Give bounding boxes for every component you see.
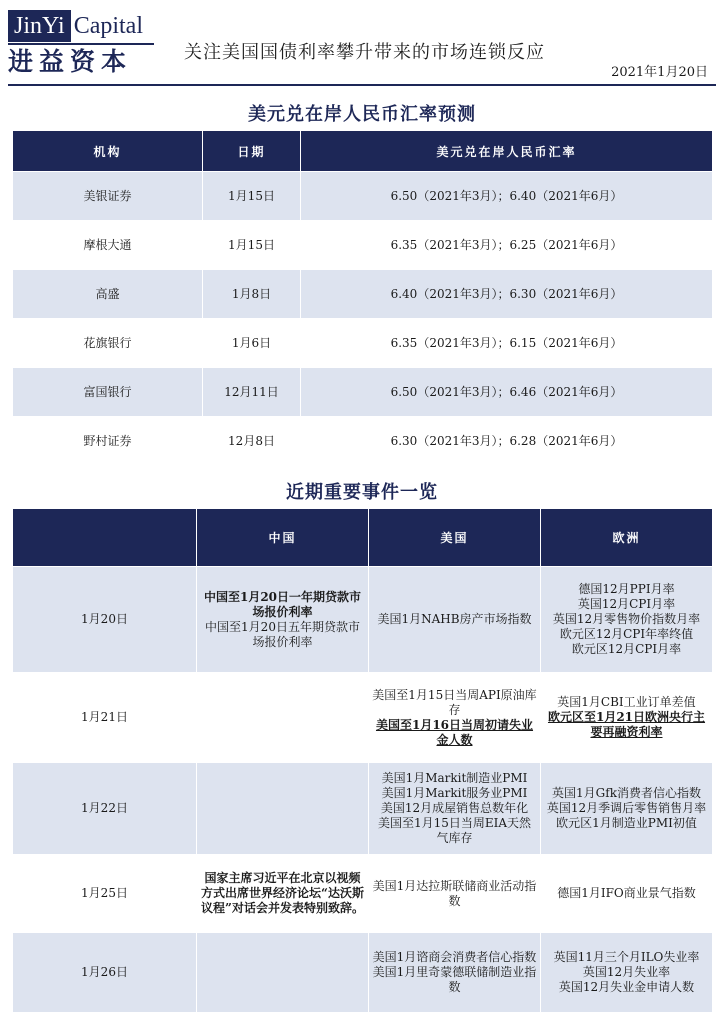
table-row (13, 270, 713, 319)
date-cell: 12月11日 (203, 368, 301, 417)
china-events-cell (197, 673, 369, 763)
event-item: 美国1月谘商会消费者信心指数 (372, 950, 537, 964)
event-item: 英国12月失业金申请人数 (558, 980, 695, 994)
europe-events-cell (541, 673, 713, 763)
rate-cell: 6.35（2021年3月）；6.25（2021年6月） (301, 221, 713, 270)
events-section-title: 近期重要事件一览 (286, 482, 438, 503)
event-date-cell: 1月22日 (13, 763, 197, 855)
us-events-cell (369, 933, 541, 1013)
event-item: 英国12月零售物价指数月率 (552, 612, 701, 626)
event-item: 英国12月季调后零售销售月率 (546, 801, 707, 815)
table-row (13, 172, 713, 221)
rate-cell: 6.35（2021年3月）；6.15（2021年6月） (301, 319, 713, 368)
org-cell: 野村证券 (13, 417, 203, 466)
events-header-row (13, 509, 713, 567)
event-item: 美国至1月16日当周初请失业金人数 (375, 717, 534, 747)
column-header-rate: 美元兑在岸人民币汇率 (301, 131, 713, 172)
table-row (13, 567, 713, 673)
event-item: 美国1月达拉斯联储商业活动指数 (372, 878, 537, 908)
table-row (13, 673, 713, 763)
table-row (13, 417, 713, 466)
table-row (13, 368, 713, 417)
event-item: 欧元区1月制造业PMI初值 (556, 816, 697, 830)
event-date-cell: 1月25日 (13, 855, 197, 933)
event-item: 欧元区至1月21日欧洲央行主要再融资利率 (547, 710, 706, 739)
rate-cell: 6.30（2021年3月）；6.28（2021年6月） (301, 417, 713, 466)
table-row (13, 763, 713, 855)
event-item: 美国1月里奇蒙德联储制造业指数 (372, 965, 537, 994)
event-item: 英国12月CPI月率 (577, 597, 676, 611)
event-item: 中国至1月20日一年期贷款市场报价利率 (203, 589, 362, 619)
event-item: 美国1月Markit制造业PMI (381, 771, 528, 785)
china-events-cell (197, 855, 369, 933)
column-header-china: 中国 (197, 509, 369, 567)
table-row (13, 221, 713, 270)
org-cell: 摩根大通 (13, 221, 203, 270)
logo-text-jinyi: JinYi (8, 10, 71, 42)
table-row (13, 319, 713, 368)
event-date-cell: 1月20日 (13, 567, 197, 673)
europe-events-cell (541, 567, 713, 673)
date-cell: 1月15日 (203, 172, 301, 221)
logo-divider (8, 43, 154, 45)
rate-cell: 6.50（2021年3月）；6.40（2021年6月） (301, 172, 713, 221)
us-events-cell (369, 855, 541, 933)
logo-text-chinese: 进益资本 (8, 47, 133, 76)
date-cell: 12月8日 (203, 417, 301, 466)
event-item: 英国1月Gfk消费者信心指数 (552, 786, 701, 800)
events-table (12, 508, 713, 1013)
header-divider (8, 84, 716, 86)
event-item: 欧元区12月CPI月率 (571, 642, 682, 656)
date-cell: 1月6日 (203, 319, 301, 368)
logo-text-capital: Capital (73, 13, 144, 39)
column-header-europe: 欧洲 (541, 509, 713, 567)
forecast-table (12, 130, 713, 466)
china-events-cell (197, 763, 369, 855)
event-date-cell: 1月21日 (13, 673, 197, 763)
rate-cell: 6.40（2021年3月）；6.30（2021年6月） (301, 270, 713, 319)
company-logo (8, 10, 154, 77)
event-item: 英国1月CBI工业订单差值 (557, 695, 696, 709)
europe-events-cell (541, 933, 713, 1013)
event-item: 美国1月NAHB房产市场指数 (377, 612, 532, 626)
table-row (13, 933, 713, 1013)
event-item: 德国1月IFO商业景气指数 (557, 886, 696, 900)
forecast-section-title: 美元兑在岸人民币汇率预测 (248, 104, 476, 125)
event-item: 欧元区12月CPI年率终值 (559, 627, 694, 641)
org-cell: 花旗银行 (13, 319, 203, 368)
event-item: 美国12月成屋销售总数年化 (380, 801, 529, 815)
event-item: 德国12月PPI月率 (578, 582, 675, 596)
org-cell: 富国银行 (13, 368, 203, 417)
china-events-cell (197, 567, 369, 673)
event-item: 美国至1月15日当周EIA天然气库存 (377, 816, 532, 845)
column-header-org: 机构 (13, 131, 203, 172)
rate-cell: 6.50（2021年3月）；6.46（2021年6月） (301, 368, 713, 417)
org-cell: 高盛 (13, 270, 203, 319)
us-events-cell (369, 567, 541, 673)
china-events-cell (197, 933, 369, 1013)
column-header-us: 美国 (369, 509, 541, 567)
event-item: 中国至1月20日五年期贷款市场报价利率 (205, 619, 360, 649)
forecast-header-row (13, 131, 713, 172)
event-item: 英国11月三个月ILO失业率 (553, 950, 700, 964)
document-title: 关注美国国债利率攀升带来的市场连锁反应 (184, 42, 545, 63)
us-events-cell (369, 673, 541, 763)
us-events-cell (369, 763, 541, 855)
date-cell: 1月15日 (203, 221, 301, 270)
event-item: 美国1月Markit服务业PMI (381, 786, 528, 800)
europe-events-cell (541, 763, 713, 855)
column-header-date (13, 509, 197, 567)
europe-events-cell (541, 855, 713, 933)
event-item: 国家主席习近平在北京以视频方式出席世界经济论坛“达沃斯议程”对话会并发表特别致辞。 (201, 871, 364, 915)
event-item: 英国12月失业率 (582, 965, 671, 979)
document-date: 2021年1月20日 (611, 65, 708, 80)
org-cell: 美银证券 (13, 172, 203, 221)
column-header-date: 日期 (203, 131, 301, 172)
event-item: 美国至1月15日当周API原油库存 (372, 687, 537, 717)
date-cell: 1月8日 (203, 270, 301, 319)
event-date-cell: 1月26日 (13, 933, 197, 1013)
table-row (13, 855, 713, 933)
